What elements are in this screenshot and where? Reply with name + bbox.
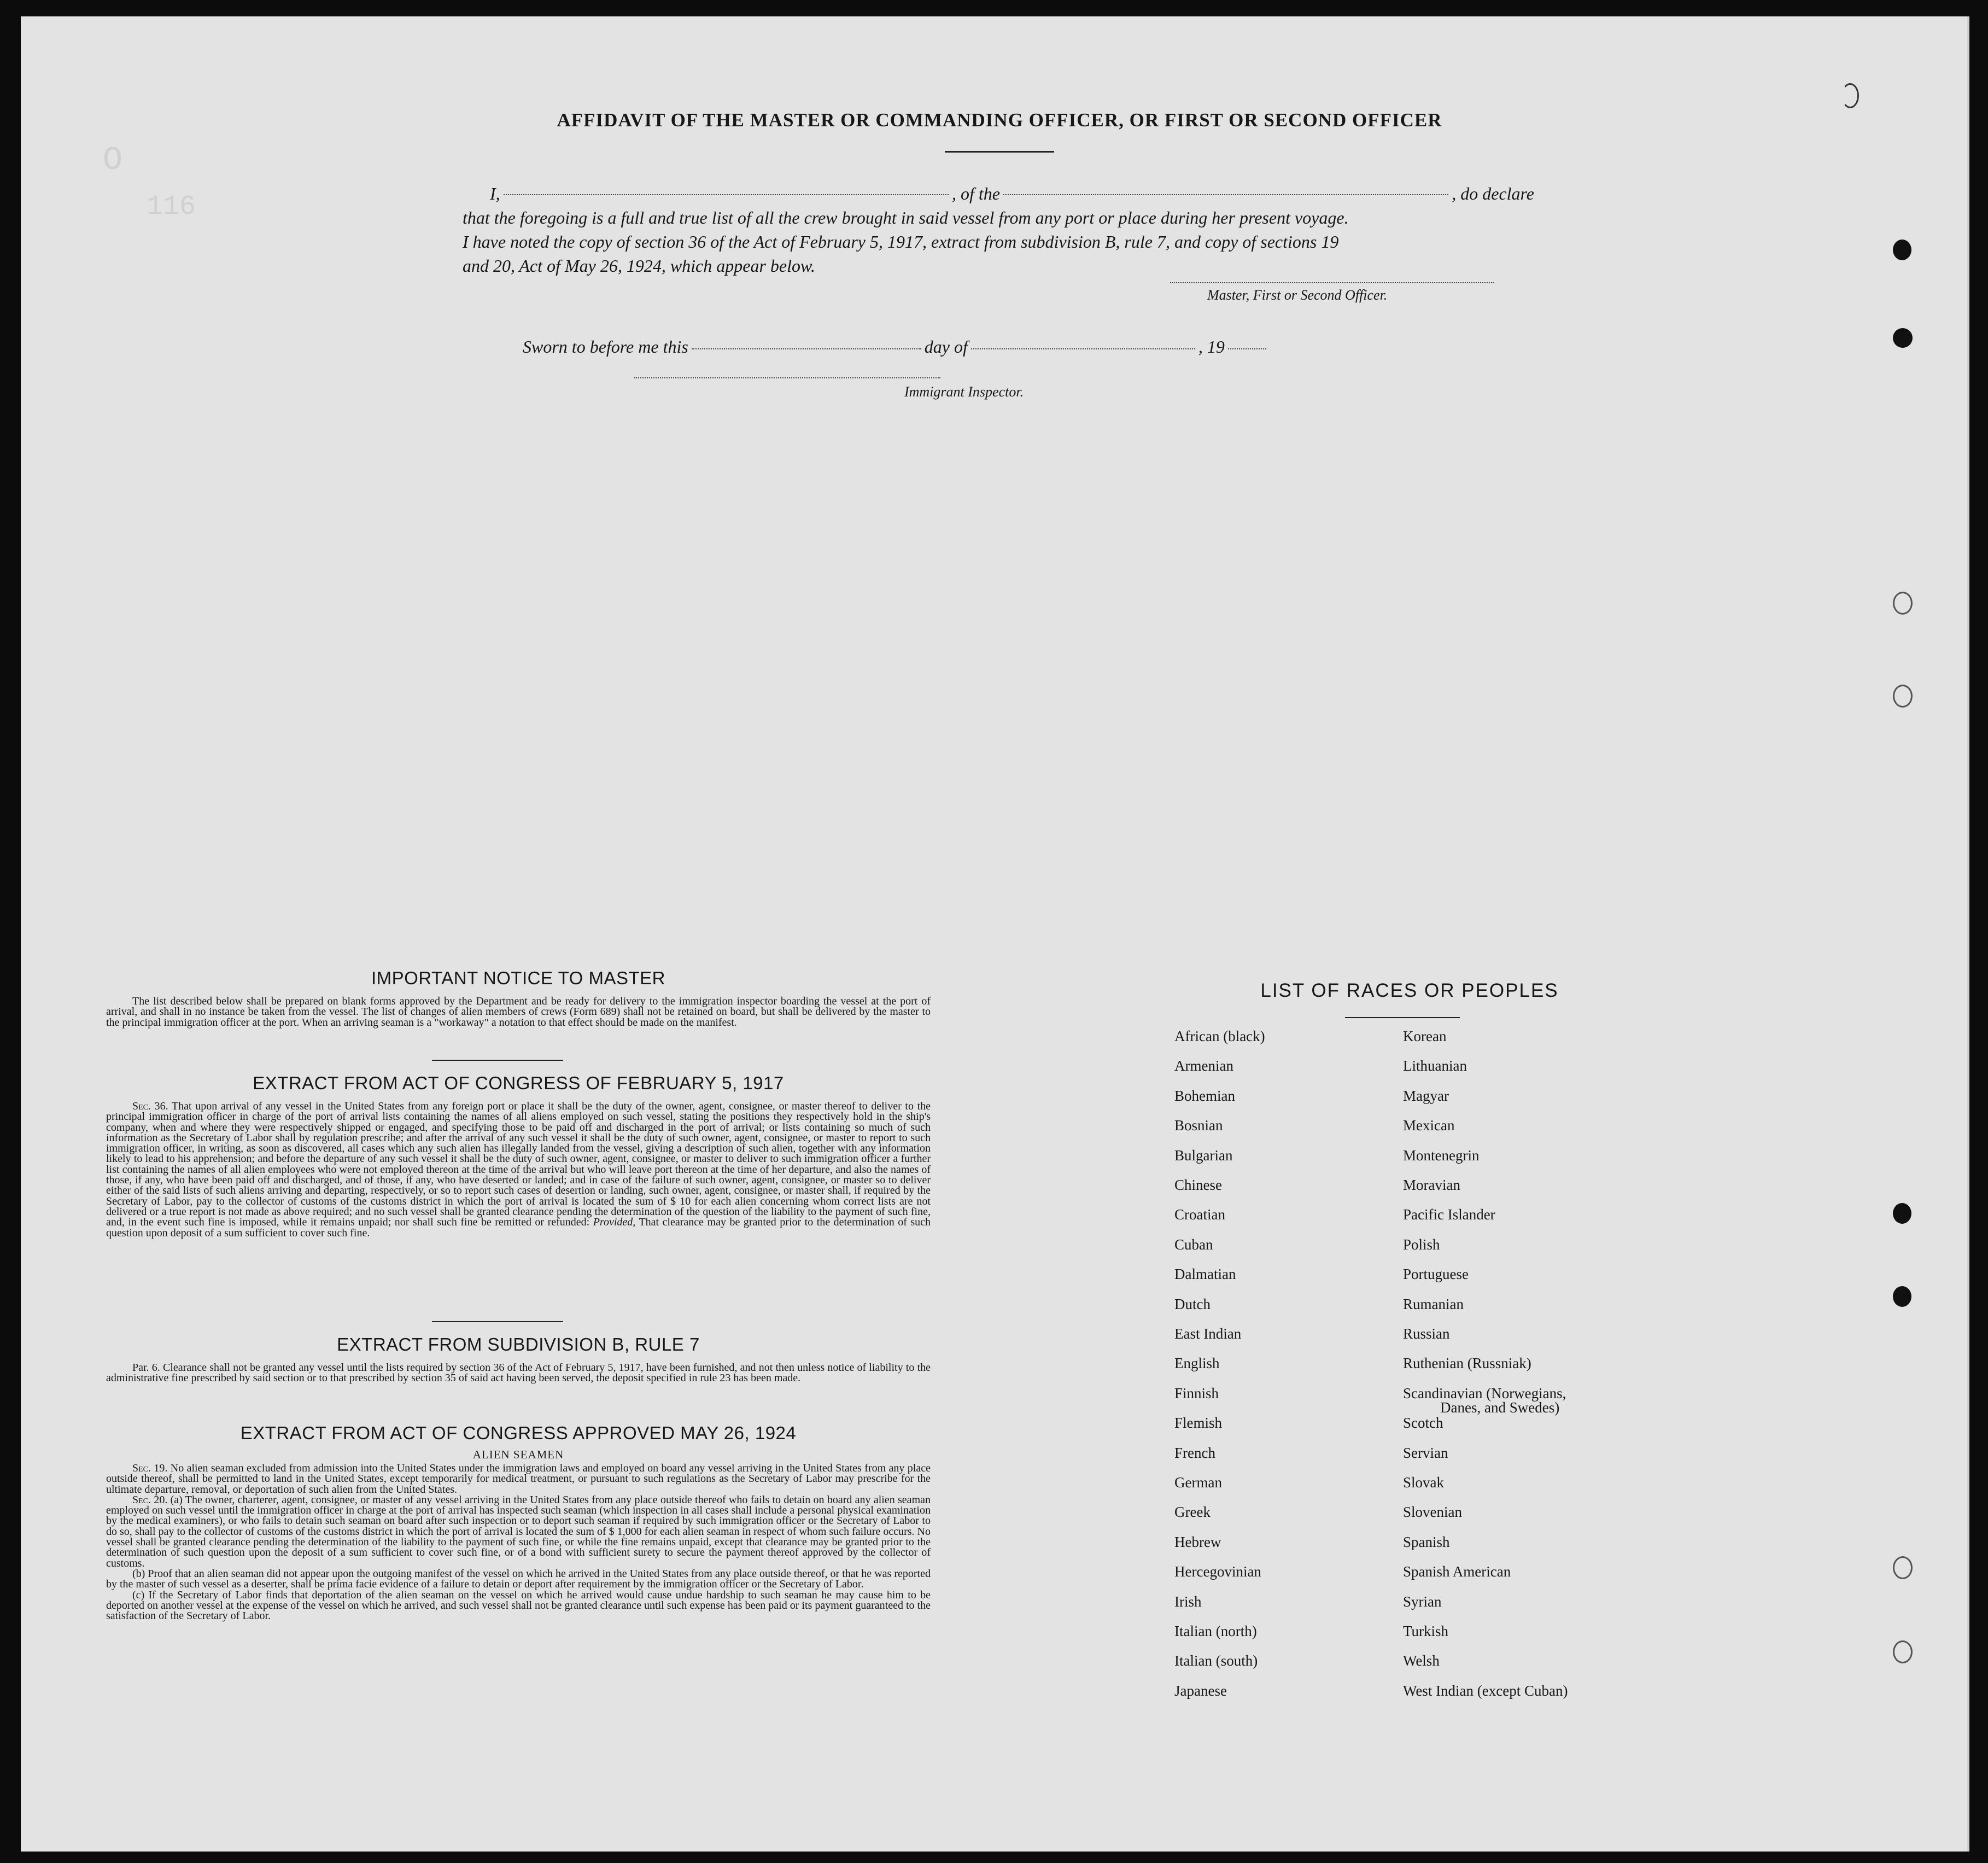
race-item: Armenian <box>1174 1058 1233 1074</box>
race-item: Danes, and Swedes) <box>1440 1399 1560 1416</box>
sec-19-paragraph <box>106 1463 931 1495</box>
sec-36-paragraph <box>106 1101 931 1239</box>
race-item: Dutch <box>1174 1295 1211 1312</box>
race-item: Finnish <box>1174 1385 1219 1401</box>
vessel-name-field[interactable] <box>1003 194 1448 195</box>
sworn-year-field[interactable] <box>1228 348 1266 349</box>
vessel-prefix: , of the <box>951 184 1000 203</box>
race-item: Greek <box>1174 1504 1211 1521</box>
race-item: Chinese <box>1174 1177 1222 1193</box>
race-item: French <box>1174 1444 1215 1461</box>
affidavit-title: AFFIDAVIT OF THE MASTER OR COMMANDING OFFICER, OR FIRST OR SECOND OFFICER <box>557 109 1442 131</box>
act-1917-title: EXTRACT FROM ACT OF CONGRESS OF FEBRUARY 5, 1917 <box>253 1073 784 1093</box>
race-item: Spanish <box>1403 1533 1450 1550</box>
binder-hole <box>1893 592 1913 615</box>
sec-20-label: Sec. 20. <box>132 1493 168 1506</box>
declaration-text-line: and 20, Act of May 26, 1924, which appear below. <box>463 256 815 276</box>
race-item: Moravian <box>1403 1177 1460 1193</box>
race-item: Hebrew <box>1174 1533 1221 1550</box>
section-divider <box>432 1321 563 1322</box>
race-item: Korean <box>1403 1028 1447 1044</box>
declarant-prefix: I, <box>490 184 500 203</box>
proviso-text: Provided, <box>593 1216 636 1229</box>
race-item: Japanese <box>1174 1682 1227 1699</box>
race-item: Turkish <box>1403 1623 1449 1639</box>
race-item: Croatian <box>1174 1206 1225 1223</box>
race-item: Portuguese <box>1403 1266 1469 1283</box>
race-item: Slovenian <box>1403 1504 1462 1521</box>
alien-seamen-subtitle: ALIEN SEAMEN <box>472 1448 564 1461</box>
race-item: Ruthenian (Russniak) <box>1403 1355 1531 1372</box>
sec-20a-text: (a) The owner, charterer, agent, consignee, or master of any vessel arriving in the United States from any place outside thereof who fails to detain on board any alien seaman employed on such vessel until the immigration officer in charge at the port of arrival has inspected such seaman (which inspection in all cases shall include a personal physical examination by the medical examiners), or who fails to detain such seaman on board after such inspection or to deport such seaman if required by such immigration officer or the Secretary of Labor to do so, shall pay to the collector of customs of the customs district in which the port of arrival is located the sum of $ 1,000 for each alien seaman in respect of whom such failure occurs. No vessel shall be granted clearance pending the determination of the liability to the payment of such fine, or while the fine remains unpaid, except that clearance may be granted prior to the determination of such question upon the deposit of a sum sufficient to cover such fine, or of a bond with sufficient surety to secure the payment thereof approved by the collector of customs. <box>106 1493 931 1569</box>
rule-7-body <box>106 1363 931 1384</box>
race-item: German <box>1174 1474 1222 1491</box>
binder-hole <box>1893 240 1911 260</box>
notice-body <box>106 996 931 1028</box>
race-item: Polish <box>1403 1236 1440 1253</box>
races-title-rule <box>1345 1017 1460 1018</box>
binder-hole <box>1893 685 1913 708</box>
title-rule <box>945 151 1054 153</box>
race-item: Flemish <box>1174 1415 1223 1432</box>
race-item: Mexican <box>1403 1117 1455 1134</box>
race-item: Bohemian <box>1174 1087 1235 1104</box>
binder-hole-mark <box>1841 83 1859 108</box>
sec-20b-paragraph: (b) Proof that an alien seaman did not appear upon the outgoing manifest of the vessel on which he arrived in the United States from any place outside thereof, or that he was reported by the master of such vessel as a deserter, shall be prima facie evidence of a failure to detain or deport after requirement by the immigration officer or the Secretary of Labor. <box>106 1567 931 1591</box>
sworn-year-prefix: , 19 <box>1198 337 1225 357</box>
race-item: Hercegovinian <box>1174 1563 1261 1580</box>
sec-20a-paragraph <box>106 1495 931 1569</box>
race-item: Dalmatian <box>1174 1266 1236 1283</box>
notice-title: IMPORTANT NOTICE TO MASTER <box>371 968 665 988</box>
race-item: Rumanian <box>1403 1295 1464 1312</box>
sec-20c-paragraph: (c) If the Secretary of Labor finds that deportation of the alien seaman on the vessel on which he arrived would cause undue hardship to such seaman he may cause him to be deported on another vessel at the expense of the vessel on which he arrived, and such vessel shall not be granted clearance until such expense has been paid or its payment guaranteed to the satisfaction of the Secretary of Labor. <box>106 1588 931 1622</box>
inspector-caption: Immigrant Inspector. <box>904 384 1024 400</box>
sworn-text: Sworn to before me this <box>523 337 688 357</box>
act-1924-title: EXTRACT FROM ACT OF CONGRESS APPROVED MAY 26, 1924 <box>240 1423 797 1443</box>
declaration-text-line: I have noted the copy of section 36 of the Act of February 5, 1917, extract from subdivision B, rule 7, and copy of sections 19 <box>463 232 1339 252</box>
rule-7-paragraph: Par. 6. Clearance shall not be granted any vessel until the lists required by section 36 of the Act of February 5, 1917, have been furnished, and not then unless notice of liability to the administrative fine prescribed by said section or to that prescribed by section 35 of said act having been served, the deposit specified in rule 23 has been made. <box>106 1362 931 1385</box>
bleed-through-mark: 116 <box>147 191 196 223</box>
notice-paragraph: The list described below shall be prepared on blank forms approved by the Department and be ready for delivery to the immigration inspector boarding the vessel at the port of arrival, and shall in no instance be taken from the vessel. The list of changes of alien members of crews (Form 689) shall not be retained on board, but shall be delivered by the master to the principal immigration officer at the port. When an arriving seaman is a "workaway" a notation to that effect should be made on the manifest. <box>106 995 931 1029</box>
rule-7-title: EXTRACT FROM SUBDIVISION B, RULE 7 <box>337 1334 700 1354</box>
race-item: Italian (south) <box>1174 1652 1258 1669</box>
race-item: East Indian <box>1174 1325 1242 1342</box>
affidavit-body <box>463 182 1534 278</box>
race-item: Cuban <box>1174 1236 1213 1253</box>
race-item: Irish <box>1174 1593 1202 1610</box>
binder-hole <box>1893 328 1913 348</box>
race-item: Scandinavian (Norwegians, <box>1403 1385 1566 1401</box>
declaration-line <box>463 182 1534 206</box>
officer-signature-caption: Master, First or Second Officer. <box>1207 287 1388 303</box>
race-item: Scotch <box>1403 1415 1443 1432</box>
act-1924-body <box>106 1463 931 1621</box>
race-item: Slovak <box>1403 1474 1445 1491</box>
sec-19-label: Sec. 19. <box>132 1462 168 1474</box>
binder-hole <box>1893 1640 1913 1663</box>
races-title: LIST OF RACES OR PEOPLES <box>1260 980 1559 1001</box>
binder-hole <box>1893 1203 1911 1224</box>
section-divider <box>432 1060 563 1061</box>
declaration-text-line: that the foregoing is a full and true list of all the crew brought in said vessel from any port or place during her present voyage. <box>463 208 1349 227</box>
race-item: West Indian (except Cuban) <box>1403 1682 1568 1699</box>
declare-text: , do declare <box>1452 184 1534 203</box>
race-item: Pacific Islander <box>1403 1206 1495 1223</box>
race-item: Bulgarian <box>1174 1147 1233 1164</box>
race-item: African (black) <box>1174 1028 1265 1044</box>
sec-19-text: No alien seaman excluded from admission into the United States under the immigration laws and employed on board any vessel arriving in the United States from any place outside thereof, shall be permitted to land in the United States, except temporarily for medical treatment, or pursuant to such regulations as the Secretary of Labor may prescribe for the ultimate departure, removal, or deportation of such alien from the United States. <box>106 1462 931 1496</box>
inspector-signature-field[interactable] <box>634 377 940 378</box>
race-item: Montenegrin <box>1403 1147 1480 1164</box>
race-item: Spanish American <box>1403 1563 1511 1580</box>
officer-signature-field[interactable] <box>1170 282 1494 283</box>
sworn-line <box>523 337 1270 357</box>
sworn-day-field[interactable] <box>692 348 921 349</box>
race-item: Lithuanian <box>1403 1058 1467 1074</box>
act-1917-body <box>106 1101 931 1239</box>
sec-36-text: That upon arrival of any vessel in the United States from any foreign port or place it shall be the duty of the owner, agent, consignee, or master thereof to deliver to the principal immigration officer in charge of the port of arrival lists containing the names of all aliens employed on such vessel, stating the positions they respectively hold in the ship's company, when and where they were respectively shipped or engaged, and specifying those to be paid off and discharged in the port of arrival; or lists containing so much of such information as the Secretary of Labor shall by regulation prescribe; and after the arrival of any such vessel it shall be the duty of such owner, agent, consignee, or master to report to such immigration officer, in writing, as soon as discovered, all cases which any such alien has illegally landed from the vessel, giving a description of such alien, together with any information likely to lead to his apprehension; and before the departure of any such vessel it shall be the duty of such owner, agent, consignee, or master to deliver to such immigration officer a further list containing the names of all alien employees who were not employed thereon at the time of the arrival but who will leave port thereon at the time of her departure, and also the names of those, if any, who have been paid off and discharged, and of those, if any, who have deserted or landed; and in case of the failure of such owner, agent, consignee, or master so to deliver either of the said lists of such aliens arriving and departing, respectively, or so to report such cases of desertion or landing, such owner, agent, consignee, or master shall, if required by the Secretary of Labor, pay to the collector of customs of the customs district in which the port of arrival is located the sum of $ 10 for each alien concerning whom correct lists are not delivered or a true report is not made as above required; and no such vessel shall be granted clearance pending the determination of the question of the liability to the payment of such fine, and, in the event such fine is imposed, while it remains unpaid; nor shall such fine be remitted or refunded: <box>106 1100 931 1229</box>
bleed-through-mark: O <box>103 142 123 179</box>
binder-hole <box>1893 1286 1911 1307</box>
race-item: Syrian <box>1403 1593 1442 1610</box>
race-item: Welsh <box>1403 1652 1440 1669</box>
sworn-month-field[interactable] <box>971 348 1195 349</box>
binder-hole <box>1893 1556 1913 1579</box>
sec-36-label: Sec. 36. <box>132 1100 168 1112</box>
race-item: Russian <box>1403 1325 1450 1342</box>
race-item: English <box>1174 1355 1220 1372</box>
document-page <box>21 16 1969 1852</box>
declarant-name-field[interactable] <box>504 194 949 195</box>
sec-36-text-end: That clearance may be granted prior to the determination of such question upon deposit of a sum sufficient to cover such fine. <box>106 1216 931 1239</box>
race-item: Italian (north) <box>1174 1623 1257 1639</box>
race-item: Servian <box>1403 1444 1448 1461</box>
sworn-day-of-text: day of <box>924 337 968 357</box>
race-item: Magyar <box>1403 1087 1449 1104</box>
race-item: Bosnian <box>1174 1117 1223 1134</box>
